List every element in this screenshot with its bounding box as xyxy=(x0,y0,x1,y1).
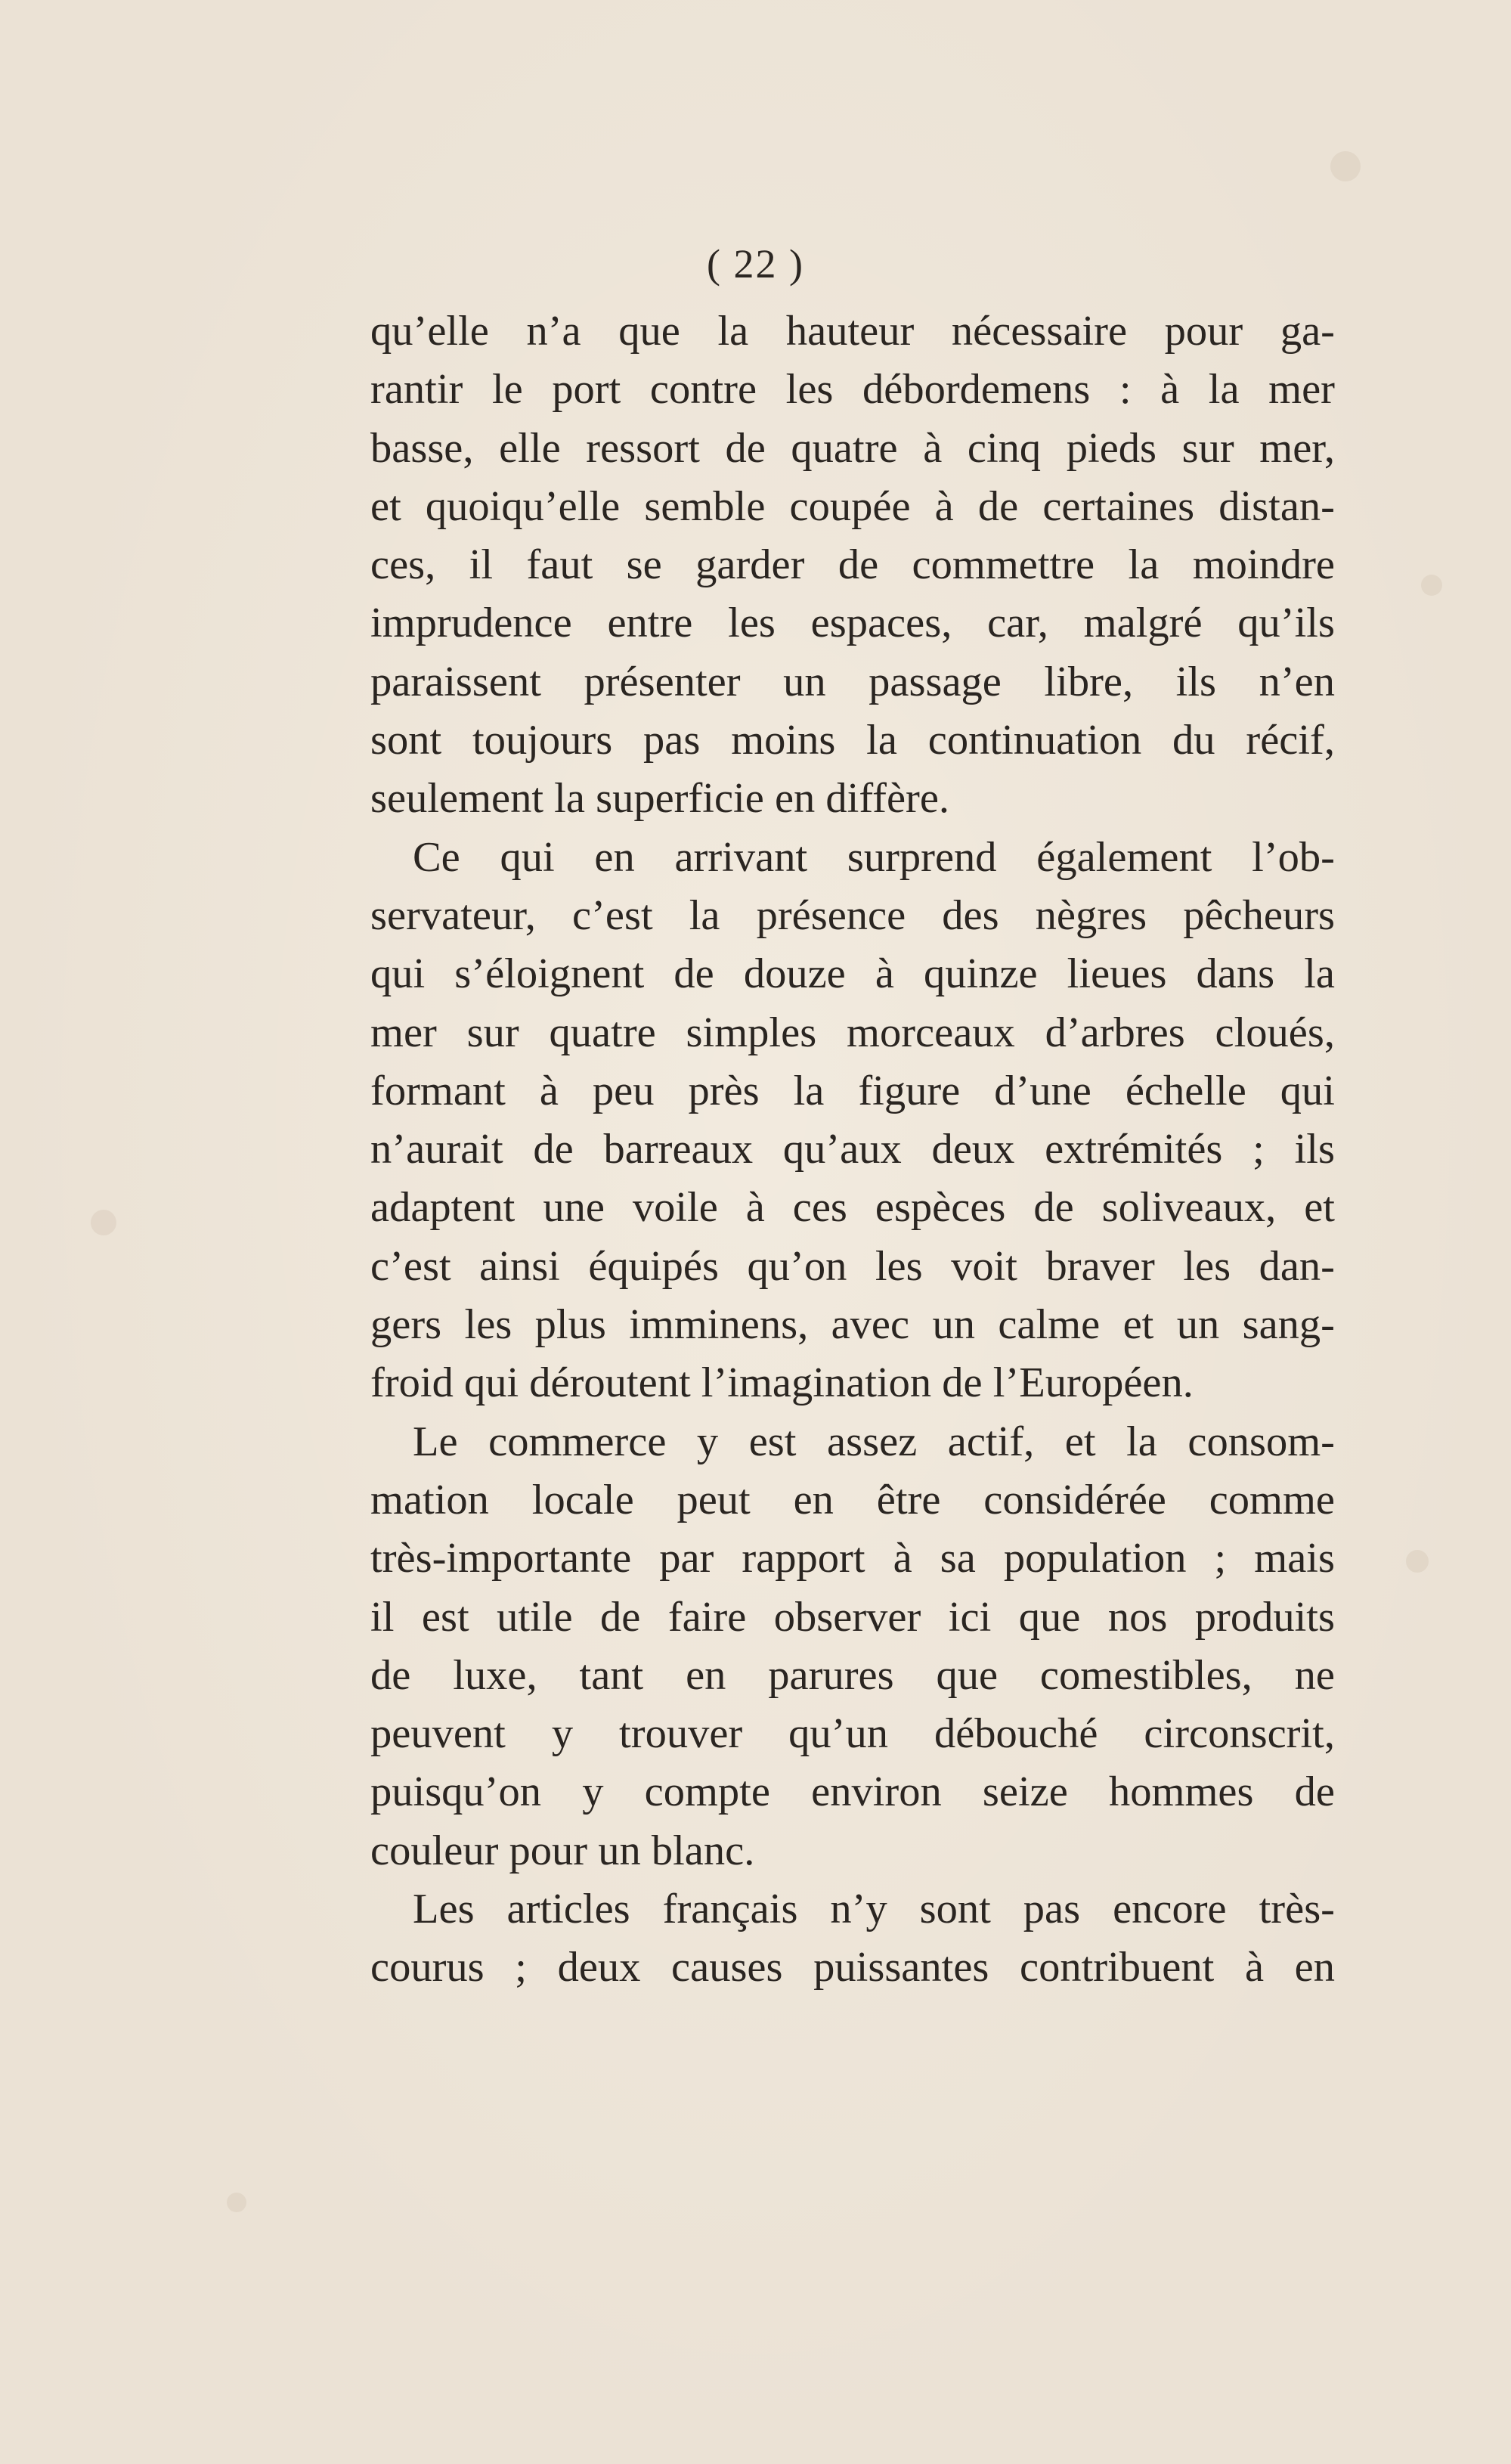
text-line: gers les plus imminens, avec un calme et un sang- xyxy=(370,1301,1335,1349)
text-line: peuvent y trouver qu’un débouché circonscrit, xyxy=(370,1710,1335,1758)
text-line: couleur pour un blanc. xyxy=(370,1827,755,1874)
text-line: de luxe, tant en parures que comestibles, ne xyxy=(370,1651,1335,1699)
paper-stain xyxy=(1421,575,1442,596)
text-line: servateur, c’est la présence des nègres pêcheurs xyxy=(370,891,1335,939)
text-line: imprudence entre les espaces, car, malgré qu’ils xyxy=(370,600,1335,647)
text-line: qu’elle n’a que la hauteur nécessaire pour ga- xyxy=(370,308,1335,355)
paper-stain xyxy=(227,2193,246,2212)
text-line: très-importante par rapport à sa population ; mais xyxy=(370,1535,1335,1582)
text-line: mer sur quatre simples morceaux d’arbres cloués, xyxy=(370,1009,1335,1056)
paper-stain xyxy=(91,1210,116,1235)
text-line: c’est ainsi équipés qu’on les voit braver les dan- xyxy=(370,1242,1335,1290)
text-line: mation locale peut en être considérée comme xyxy=(370,1476,1335,1523)
text-line: paraissent présenter un passage libre, ils n’en xyxy=(370,658,1335,705)
text-line: basse, elle ressort de quatre à cinq pieds sur mer, xyxy=(370,424,1335,472)
text-line: rantir le port contre les débordemens : à la mer xyxy=(370,366,1335,414)
text-line: Ce qui en arrivant surprend également l’ob- xyxy=(413,833,1335,881)
text-line: puisqu’on y compte environ seize hommes de xyxy=(370,1768,1335,1816)
text-line: seulement la superficie en diffère. xyxy=(370,775,950,823)
text-line: Le commerce y est assez actif, et la consom- xyxy=(413,1418,1335,1465)
page-number: ( 22 ) xyxy=(707,241,804,287)
paper-stain xyxy=(1406,1550,1429,1573)
text-line: et quoiqu’elle semble coupée à de certaines distan- xyxy=(370,482,1335,530)
text-line: adaptent une voile à ces espèces de soliveaux, et xyxy=(370,1184,1335,1232)
text-line: formant à peu près la figure d’une échelle qui xyxy=(370,1067,1335,1114)
body-text xyxy=(370,302,1335,1998)
paper-stain xyxy=(1330,151,1361,181)
text-line: froid qui déroutent l’imagination de l’Européen. xyxy=(370,1359,1194,1407)
text-line: Les articles français n’y sont pas encore très- xyxy=(413,1886,1335,1933)
text-line: n’aurait de barreaux qu’aux deux extrémités ; ils xyxy=(370,1126,1335,1173)
text-line: courus ; deux causes puissantes contribuent à en xyxy=(370,1944,1335,1991)
text-line: il est utile de faire observer ici que nos produits xyxy=(370,1593,1335,1641)
text-line: qui s’éloignent de douze à quinze lieues dans la xyxy=(370,950,1335,998)
text-line: sont toujours pas moins la continuation du récif, xyxy=(370,717,1335,764)
text-line: ces, il faut se garder de commettre la moindre xyxy=(370,541,1335,589)
